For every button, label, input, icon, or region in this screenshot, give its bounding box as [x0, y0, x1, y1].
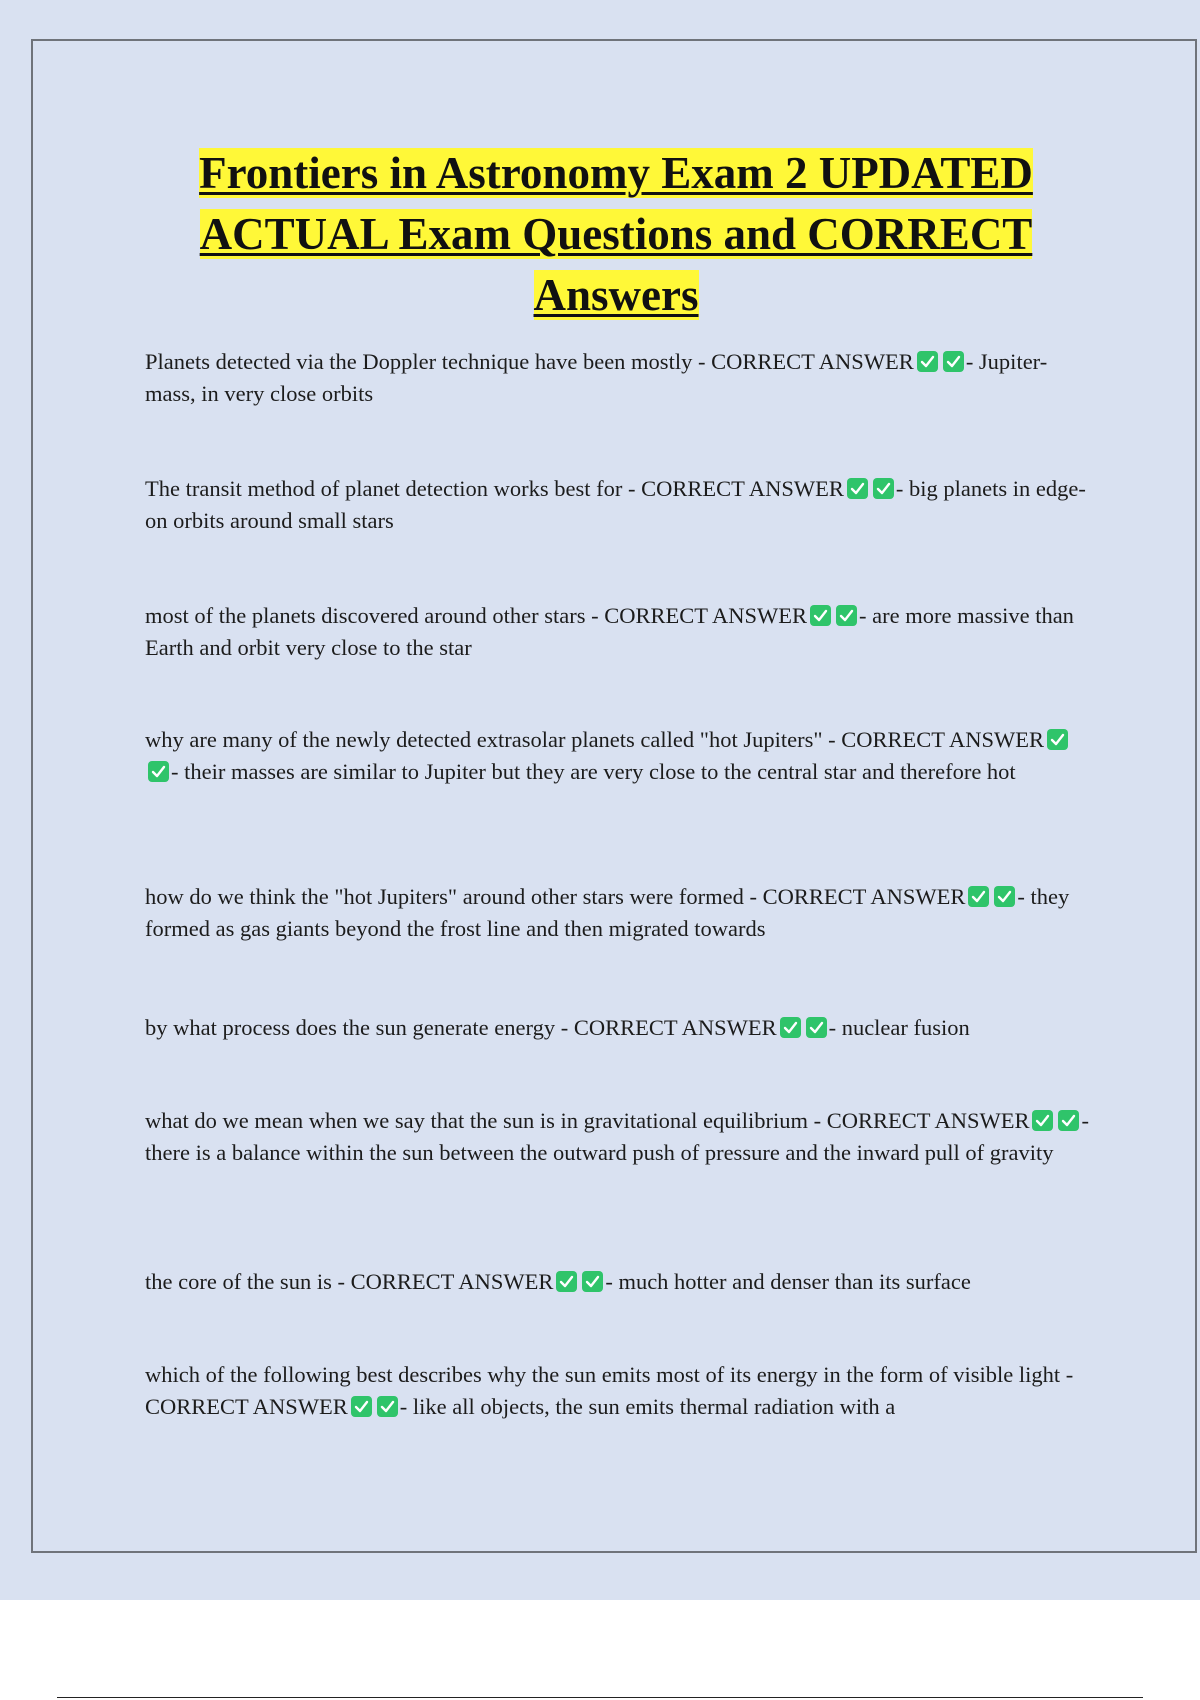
question-text: The transit method of planet detection works best for - [145, 476, 642, 501]
qa-item-4 [145, 724, 1095, 788]
title-line-2: ACTUAL Exam Questions and CORRECT [199, 209, 1033, 259]
green-checkmark-icon [810, 605, 831, 626]
answer-label: CORRECT ANSWER [711, 349, 914, 374]
qa-item-5 [145, 881, 1095, 945]
green-checkmark-icon [1032, 1110, 1053, 1131]
green-checkmark-icon [148, 761, 169, 782]
answer-label: CORRECT ANSWER [604, 603, 808, 628]
green-checkmark-icon [582, 1271, 603, 1292]
question-text: why are many of the newly detected extrasolar planets called "hot Jupiters" - [145, 727, 842, 752]
question-text: which of the following best describes why the sun emits most of its energy in the form of visible light - [145, 1362, 1074, 1387]
question-text: Planets detected via the Doppler technique have been mostly - [145, 349, 712, 374]
green-checkmark-icon [943, 351, 964, 372]
answer-label: CORRECT ANSWER [841, 727, 1044, 752]
qa-item-8 [145, 1266, 1095, 1298]
green-checkmark-icon [377, 1396, 398, 1417]
green-checkmark-icon [917, 351, 938, 372]
green-checkmark-icon [836, 605, 857, 626]
qa-item-7 [145, 1105, 1095, 1169]
qa-item-9 [145, 1359, 1095, 1423]
answer-label: CORRECT ANSWER [350, 1269, 554, 1294]
title-line-1: Frontiers in Astronomy Exam 2 UPDATED [199, 148, 1033, 198]
answer-text: - their masses are similar to Jupiter but they are very close to the central star and therefore hot [171, 759, 1016, 784]
green-checkmark-icon [806, 1017, 827, 1038]
answer-label: CORRECT ANSWER [145, 1394, 348, 1419]
answer-text: - Jupiter-mass, in very close orbits [145, 349, 1048, 406]
page-divider [57, 1697, 1143, 1698]
answer-label: CORRECT ANSWER [641, 476, 844, 501]
qa-item-1 [145, 346, 1095, 410]
green-checkmark-icon [780, 1017, 801, 1038]
question-text: how do we think the "hot Jupiters" around other stars were formed - [145, 884, 763, 909]
green-checkmark-icon [1058, 1110, 1079, 1131]
question-text: by what process does the sun generate energy - [145, 1015, 574, 1040]
question-text: the core of the sun is - [145, 1269, 351, 1294]
title-line-3: Answers [533, 270, 699, 320]
qa-item-2 [145, 473, 1095, 537]
green-checkmark-icon [351, 1396, 372, 1417]
answer-label: CORRECT ANSWER [573, 1015, 777, 1040]
green-checkmark-icon [968, 886, 989, 907]
green-checkmark-icon [873, 478, 894, 499]
answer-text: - they formed as gas giants beyond the frost line and then migrated towards [145, 884, 1070, 941]
answer-label: CORRECT ANSWER [826, 1108, 1030, 1133]
question-text: most of the planets discovered around other stars - [145, 603, 605, 628]
answer-text: - nuclear fusion [828, 1015, 970, 1040]
answer-label: CORRECT ANSWER [762, 884, 966, 909]
green-checkmark-icon [847, 478, 868, 499]
green-checkmark-icon [556, 1271, 577, 1292]
answer-text: - big planets in edge-on orbits around small stars [145, 476, 1086, 533]
qa-item-6 [145, 1012, 1095, 1044]
answer-text: - much hotter and denser than its surface [605, 1269, 971, 1294]
question-text: what do we mean when we say that the sun is in gravitational equilibrium - [145, 1108, 827, 1133]
answer-text: - like all objects, the sun emits thermal radiation with a [399, 1394, 896, 1419]
document-title [60, 143, 1172, 326]
green-checkmark-icon [994, 886, 1015, 907]
qa-item-3 [145, 600, 1095, 664]
answer-text: - there is a balance within the sun between the outward push of pressure and the inward pull of gravity [145, 1108, 1089, 1165]
answer-text: - are more massive than Earth and orbit very close to the star [145, 603, 1074, 660]
green-checkmark-icon [1047, 729, 1068, 750]
